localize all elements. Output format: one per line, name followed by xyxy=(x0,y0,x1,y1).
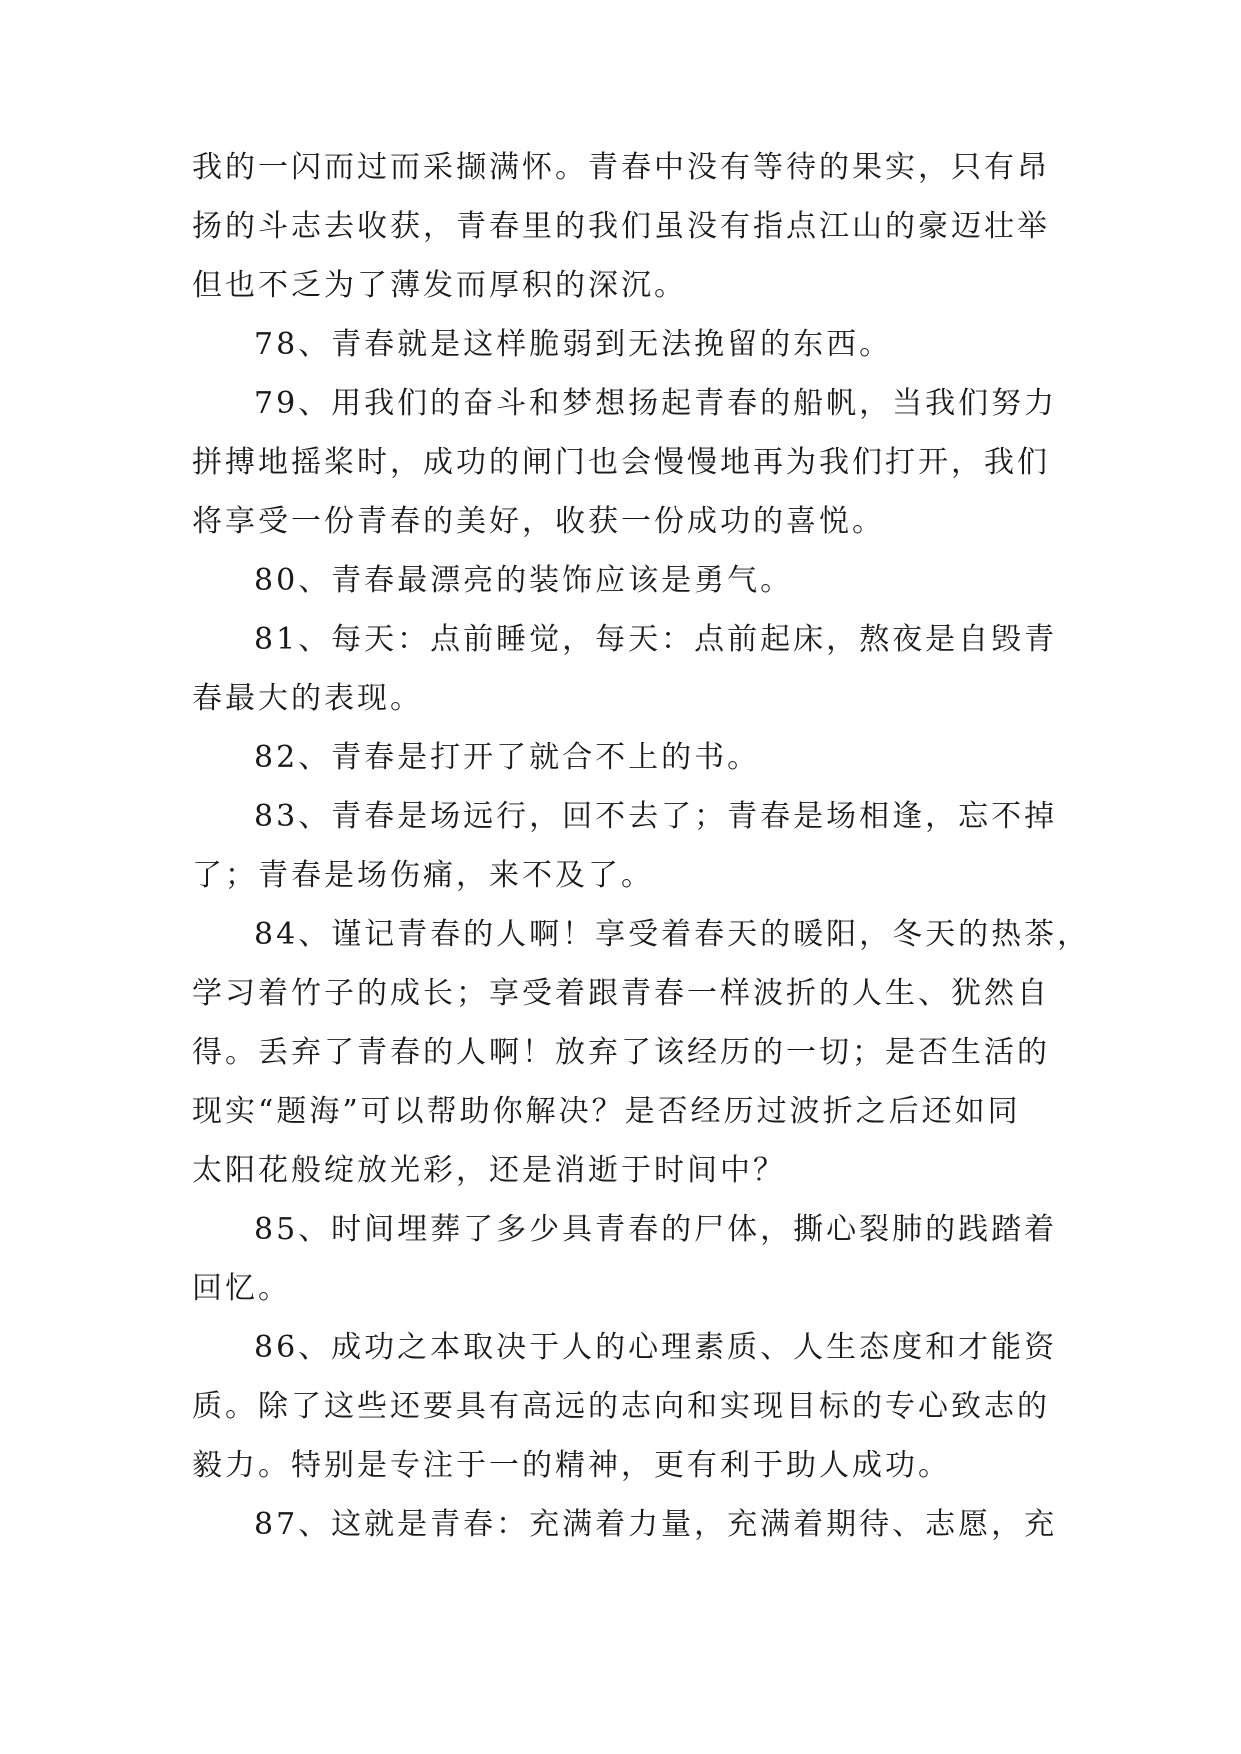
text-line: 我的一闪而过而采撷满怀。青春中没有等待的果实，只有昂 xyxy=(192,150,1050,185)
text-line: 毅力。特别是专注于一的精神，更有利于助人成功。 xyxy=(192,1448,951,1483)
text-line: 扬的斗志去收获，青春里的我们虽没有指点江山的豪迈壮举 xyxy=(192,209,1050,244)
text-line: 学习着竹子的成长；享受着跟青春一样波折的人生、犹然自 xyxy=(192,976,1050,1011)
text-line: 80、青春最漂亮的装饰应该是勇气。 xyxy=(254,563,794,598)
text-line: 了；青春是场伤痛，来不及了。 xyxy=(192,858,654,893)
text-line: 79、用我们的奋斗和梦想扬起青春的船帆，当我们努力 xyxy=(254,386,1058,421)
text-line: 但也不乏为了薄发而厚积的深沉。 xyxy=(192,268,687,303)
text-line: 将享受一份青春的美好，收获一份成功的喜悦。 xyxy=(192,504,885,539)
text-line: 84、谨记青春的人啊！享受着春天的暖阳，冬天的热茶， xyxy=(254,917,1091,952)
text-line: 83、青春是场远行，回不去了；青春是场相逢，忘不掉 xyxy=(254,799,1058,834)
text-line: 78、青春就是这样脆弱到无法挽留的东西。 xyxy=(254,327,893,362)
text-line: 回忆。 xyxy=(192,1271,291,1306)
text-line: 太阳花般绽放光彩，还是消逝于时间中？ xyxy=(192,1153,786,1188)
text-line: 拼搏地摇桨时，成功的闸门也会慢慢地再为我们打开，我们 xyxy=(192,445,1050,480)
text-line: 86、成功之本取决于人的心理素质、人生态度和才能资 xyxy=(254,1330,1058,1365)
text-line: 85、时间埋葬了多少具青春的尸体，撕心裂肺的践踏着 xyxy=(254,1212,1058,1247)
text-line: 得。丢弃了青春的人啊！放弃了该经历的一切；是否生活的 xyxy=(192,1035,1050,1070)
text-line: 81、每天：点前睡觉，每天：点前起床，熬夜是自毁青 xyxy=(254,622,1058,657)
text-line: 87、这就是青春：充满着力量，充满着期待、志愿，充 xyxy=(254,1507,1058,1542)
text-line: 质。除了这些还要具有高远的志向和实现目标的专心致志的 xyxy=(192,1389,1050,1424)
text-line: 现实“题海”可以帮助你解决？是否经历过波折之后还如同 xyxy=(192,1094,1021,1129)
text-line: 82、青春是打开了就合不上的书。 xyxy=(254,740,761,775)
text-line: 春最大的表现。 xyxy=(192,681,423,716)
